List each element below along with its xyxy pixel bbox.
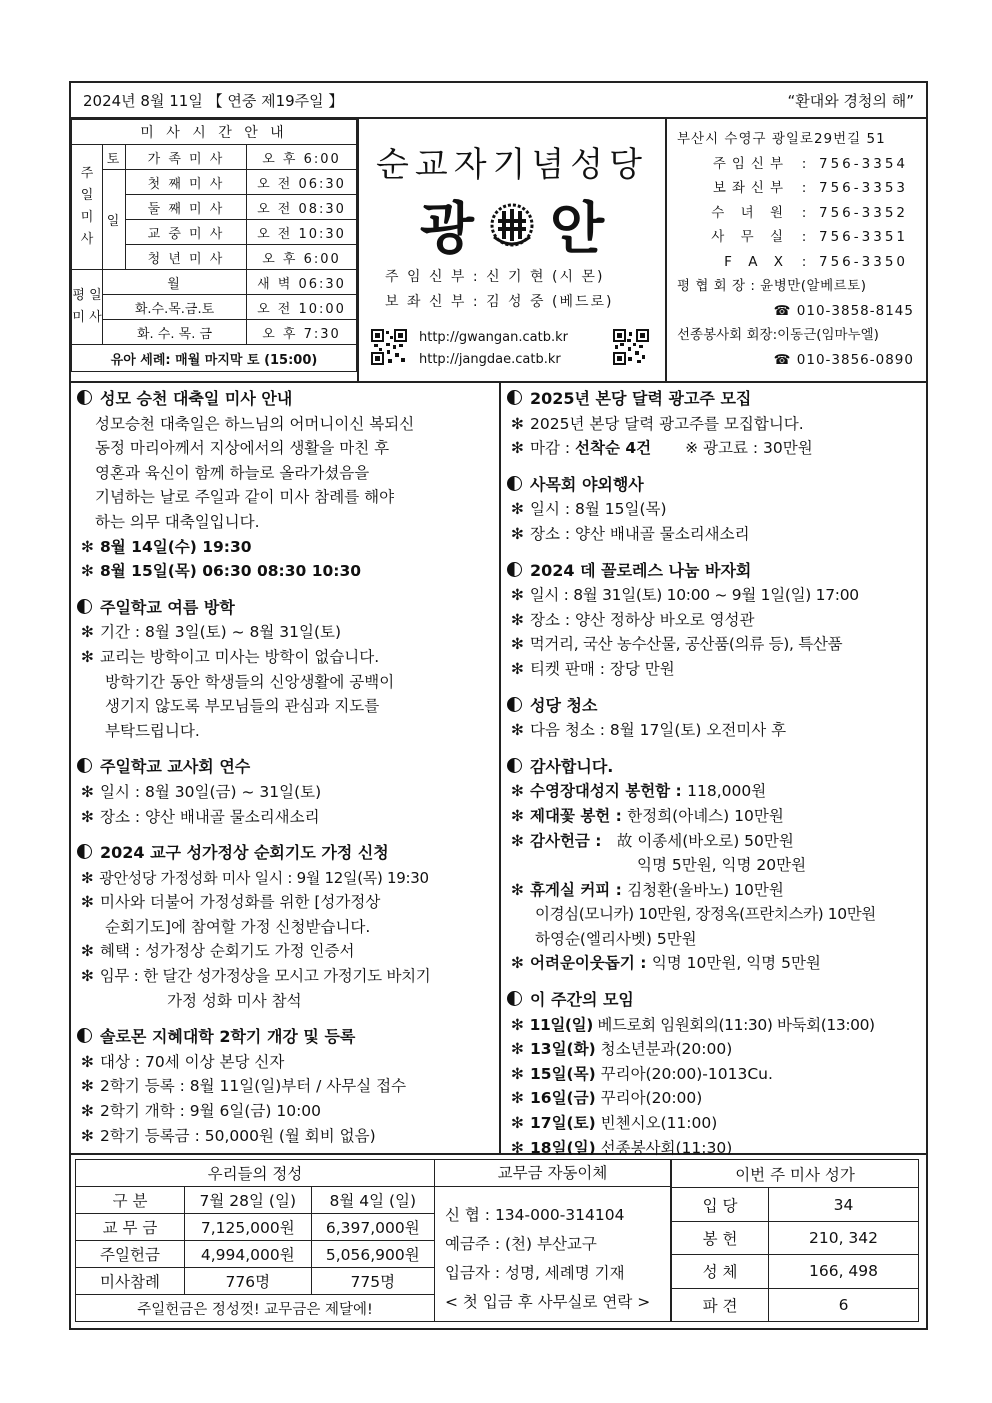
notice-summer-break bbox=[77, 596, 495, 744]
mass-time: 오 전 08:30 bbox=[247, 195, 357, 220]
songs-title: 이번 주 미사 성가 bbox=[672, 1160, 919, 1188]
bullet-icon bbox=[77, 599, 92, 614]
offering-title: 우리들의 정성 bbox=[76, 1160, 435, 1187]
notice-item: ✻ 장소 : 양산 배내골 물소리새소리 bbox=[81, 807, 320, 826]
mass-name: 화.수.목.금.토 bbox=[103, 295, 247, 320]
bulletin-frame bbox=[69, 81, 928, 1330]
notice-holy-family bbox=[77, 841, 495, 1013]
notice-text: 이경심(모니카) 10만원, 장정옥(프란치스카) 10만원 bbox=[535, 905, 876, 924]
notice-title: 이 주간의 모임 bbox=[530, 990, 634, 1010]
meeting-item: ✻ 18일(일) 선종봉사회(11:30) bbox=[511, 1138, 733, 1157]
notice-bazaar bbox=[507, 559, 922, 682]
weekday-mass-label: 평 일 미 사 bbox=[72, 270, 103, 345]
header bbox=[71, 119, 926, 383]
bullet-icon bbox=[77, 1028, 92, 1043]
mass-name: 둘 째 미 사 bbox=[126, 195, 247, 220]
song-label: 봉 헌 bbox=[672, 1221, 769, 1254]
notice-text: 하는 의무 대축일입니다. bbox=[95, 512, 260, 531]
notice-item: ✻ 수영장대성지 봉헌함 : 118,000원 bbox=[511, 782, 767, 801]
transfer-title: 교무금 자동이체 bbox=[435, 1160, 670, 1187]
parish-name-right: 안 bbox=[550, 196, 605, 262]
notice-text: 가정 성화 미사 참석 bbox=[167, 991, 302, 1010]
phone-row: 주임신부 : 756-3354 bbox=[712, 155, 908, 172]
bullet-icon bbox=[507, 562, 522, 577]
notice-text: 하영순(엘리사벳) 5만원 bbox=[535, 929, 697, 948]
mass-time: 오 후 6:00 bbox=[247, 145, 357, 170]
bullet-icon bbox=[77, 758, 92, 773]
notice-outdoor-event bbox=[507, 473, 922, 547]
song-value: 166, 498 bbox=[769, 1255, 919, 1288]
bullet-icon bbox=[507, 697, 522, 712]
transfer-holder: 예금주 : (천) 부산교구 bbox=[445, 1235, 597, 1253]
mass-songs-table bbox=[671, 1159, 919, 1322]
notice-item: ✻ 휴게실 커피 : 김청환(울바노) 10만원 bbox=[511, 880, 784, 899]
notice-title: 성당 청소 bbox=[530, 695, 598, 715]
notice-text: 부탁드립니다. bbox=[105, 721, 200, 740]
notice-calendar-ads bbox=[507, 387, 922, 461]
offering-value: 776명 bbox=[185, 1268, 312, 1295]
notice-item: ✻ 2학기 등록 : 8월 11일(일)부터 / 사무실 접수 bbox=[81, 1077, 407, 1096]
notice-assumption bbox=[77, 387, 495, 584]
offering-header: 구 분 bbox=[76, 1187, 185, 1214]
offering-label: 주일헌금 bbox=[76, 1241, 185, 1268]
council-phone: ☎ 010-3858-8145 bbox=[773, 302, 914, 319]
offering-value: 6,397,000원 bbox=[311, 1214, 434, 1241]
mass-schedule bbox=[71, 119, 359, 381]
transfer-account: 신 협 : 134-000-314104 bbox=[445, 1206, 625, 1224]
notice-column-right bbox=[501, 383, 926, 1157]
notice-title: 감사합니다. bbox=[530, 756, 614, 776]
notice-item: ✻ 임무 : 한 달간 성가정상을 모시고 가정기도 바치기 bbox=[81, 967, 431, 986]
notice-cleaning bbox=[507, 694, 922, 743]
meeting-item: ✻ 13일(화) 청소년분과(20:00) bbox=[511, 1040, 733, 1059]
notice-item: ✻ 2025년 본당 달력 광고주를 모집합니다. bbox=[511, 414, 804, 433]
mass-name: 교 중 미 사 bbox=[126, 220, 247, 245]
notice-title: 솔로몬 지혜대학 2학기 개강 및 등록 bbox=[100, 1027, 356, 1047]
meeting-item: ✻ 15일(목) 꾸리아(20:00)-1013Cu. bbox=[511, 1064, 773, 1083]
notice-item: ✻ 8월 14일(수) 19:30 bbox=[81, 537, 252, 556]
song-label: 입 당 bbox=[672, 1188, 769, 1221]
notice-item: ✻ 장소 : 양산 배내골 물소리새소리 bbox=[511, 524, 750, 543]
schedule-caption: 미 사 시 간 안 내 bbox=[72, 120, 357, 145]
transfer-contact: < 첫 입금 후 사무실로 연락 > bbox=[445, 1293, 651, 1311]
offering-value: 4,994,000원 bbox=[185, 1241, 312, 1268]
notice-thanks bbox=[507, 755, 922, 976]
offering-value: 5,056,900원 bbox=[311, 1241, 434, 1268]
notice-teachers-training bbox=[77, 755, 495, 829]
notices bbox=[71, 383, 926, 1155]
parish-emblem-icon bbox=[484, 197, 540, 253]
offering-header: 7월 28일 (일) bbox=[185, 1187, 312, 1214]
notice-column-left bbox=[71, 383, 501, 1153]
notice-text: 순회기도]에 참여할 가정 신청받습니다. bbox=[105, 917, 371, 936]
mass-time: 오 후 7:30 bbox=[247, 320, 357, 345]
notice-item: ✻ 어려운이웃돕기 : 익명 10만원, 익명 5만원 bbox=[511, 954, 821, 973]
notice-item: ✻ 일시 : 8월 30일(금) ~ 31일(토) bbox=[81, 782, 322, 801]
mass-name: 화. 수. 목. 금 bbox=[103, 320, 247, 345]
pastor: 주 임 신 부 : 신 기 현 (시 몬) bbox=[385, 269, 605, 285]
qr-code-icon bbox=[371, 329, 407, 365]
notice-item: ✻ 마감 : 선착순 4건 ※ 광고료 : 30만원 bbox=[511, 439, 813, 458]
notice-item: ✻ 제대꽃 봉헌 : 한정희(아녜스) 10만원 bbox=[511, 806, 784, 825]
song-value: 34 bbox=[769, 1188, 919, 1221]
notice-solomon-college bbox=[77, 1025, 495, 1148]
url-list bbox=[419, 327, 568, 371]
notice-title: 사목회 야외행사 bbox=[530, 474, 644, 494]
bullet-icon bbox=[507, 991, 522, 1006]
song-label: 파 견 bbox=[672, 1288, 769, 1321]
notice-item: ✻ 대상 : 70세 이상 본당 신자 bbox=[81, 1052, 285, 1071]
phone-row: 사 무 실 : 756-3351 bbox=[711, 229, 908, 245]
url-jangdae[interactable]: http://jangdae.catb.kr bbox=[419, 352, 561, 367]
notice-item: ✻ 교리는 방학이고 미사는 방학이 없습니다. bbox=[81, 647, 380, 666]
notice-item: ✻ 기간 : 8월 3일(토) ~ 8월 31일(토) bbox=[81, 623, 342, 642]
url-gwangan[interactable]: http://gwangan.catb.kr bbox=[419, 330, 568, 345]
offering-value: 7,125,000원 bbox=[185, 1214, 312, 1241]
phone-row: 보좌신부 : 756-3353 bbox=[712, 180, 908, 196]
offering-table bbox=[75, 1159, 435, 1322]
notice-item: ✻ 2학기 개학 : 9월 6일(금) 10:00 bbox=[81, 1102, 322, 1121]
offering-value: 775명 bbox=[311, 1268, 434, 1295]
issue-date: 2024년 8월 11일 【 연중 제19주일 】 bbox=[83, 91, 344, 110]
notice-item: ✻ 혜택 : 성가정상 순회기도 가정 인증서 bbox=[81, 942, 355, 961]
offering-label: 미사참례 bbox=[76, 1268, 185, 1295]
sunday-label: 일 bbox=[103, 170, 126, 270]
mass-time: 오 전 10:30 bbox=[247, 220, 357, 245]
notice-item: ✻ 먹거리, 국산 농수산물, 공산품(의류 등), 특산품 bbox=[511, 635, 843, 654]
qr-code-icon bbox=[613, 329, 649, 365]
notice-item: ✻ 다음 청소 : 8월 17일(토) 오전미사 후 bbox=[511, 721, 787, 740]
bullet-icon bbox=[77, 844, 92, 859]
offering-note: 주일헌금은 정성껏! 교무금은 제달에! bbox=[76, 1295, 435, 1322]
mission-president: 선종봉사회 회장:이동근(임마누엘) bbox=[677, 327, 879, 343]
notice-item: ✻ 2학기 등록금 : 50,000원 (월 회비 없음) bbox=[81, 1126, 376, 1145]
church-title bbox=[359, 119, 667, 381]
mass-time: 새 벽 06:30 bbox=[247, 270, 357, 295]
notice-item: ✻ 감사헌금 : 故 이종세(바오로) 50만원 bbox=[511, 831, 794, 850]
bullet-icon bbox=[77, 390, 92, 405]
notice-title: 성모 승천 대축일 미사 안내 bbox=[100, 389, 293, 408]
saturday-label: 토 bbox=[103, 145, 126, 170]
bottom-panel bbox=[71, 1155, 926, 1328]
infant-baptism: 유아 세례: 매월 마지막 토 (15:00) bbox=[72, 345, 357, 372]
meeting-item: ✻ 17일(토) 빈첸시오(11:00) bbox=[511, 1114, 718, 1133]
notice-title: 주일학교 교사회 연수 bbox=[100, 757, 251, 777]
phone-row: 수 녀 원 : 756-3352 bbox=[711, 204, 908, 221]
notice-title: 2024 교구 성가정상 순회기도 가정 신청 bbox=[100, 843, 389, 863]
mass-name: 청 년 미 사 bbox=[126, 245, 247, 270]
parish-name-left: 광 bbox=[419, 196, 474, 262]
notice-item: ✻ 일시 : 8월 31일(토) 10:00 ~ 9월 1일(일) 17:00 bbox=[511, 586, 859, 605]
notice-title: 2025년 본당 달력 광고주 모집 bbox=[530, 389, 752, 408]
offering-header: 8월 4일 (일) bbox=[311, 1187, 434, 1214]
parish-name bbox=[359, 185, 665, 265]
notice-item: ✻ 미사와 더불어 가정성화를 위한 [성가정상 bbox=[81, 893, 381, 912]
notice-item: ✻ 티켓 판매 : 장당 만원 bbox=[511, 659, 675, 678]
notice-text: 기념하는 날로 주일과 같이 미사 참례를 해야 bbox=[95, 488, 395, 507]
offering-label: 교 무 금 bbox=[76, 1214, 185, 1241]
notice-text: 생기지 않도록 부모님들의 관심과 지도를 bbox=[105, 697, 380, 716]
notice-text: 동정 마리아께서 지상에서의 생활을 마친 후 bbox=[95, 439, 390, 458]
mass-time: 오 후 6:00 bbox=[247, 245, 357, 270]
mass-name: 월 bbox=[103, 270, 247, 295]
top-bar bbox=[71, 83, 926, 119]
assistant-pastor: 보 좌 신 부 : 김 성 중 (베드로) bbox=[385, 294, 614, 310]
notice-item: ✻ 일시 : 8월 15일(목) bbox=[511, 500, 667, 519]
notice-text: 영혼과 육신이 함께 하늘로 올라가셨음을 bbox=[95, 463, 370, 482]
song-value: 6 bbox=[769, 1288, 919, 1321]
bullet-icon bbox=[507, 390, 522, 405]
notice-text: 방학기간 동안 학생들의 신앙생활에 공백이 bbox=[105, 672, 395, 691]
notice-title: 주일학교 여름 방학 bbox=[100, 597, 235, 617]
address: 부산시 수영구 광일로29번길 51 bbox=[677, 131, 886, 147]
bullet-icon bbox=[507, 758, 522, 773]
council-president: 평 협 회 장 : 윤병만(알베르토) bbox=[677, 278, 867, 294]
notice-item: ✻ 광안성당 가정성화 미사 일시 : 9월 12일(목) 19:30 bbox=[81, 868, 429, 887]
notice-item: ✻ 8월 15일(목) 06:30 08:30 10:30 bbox=[81, 562, 362, 581]
contact-info bbox=[667, 119, 926, 381]
meeting-item: ✻ 16일(금) 꾸리아(20:00) bbox=[511, 1089, 703, 1108]
transfer-depositor: 입금자 : 성명, 세례명 기재 bbox=[445, 1264, 625, 1282]
bullet-icon bbox=[507, 476, 522, 491]
notice-title: 2024 데 꼴로레스 나눔 바자회 bbox=[530, 560, 752, 580]
phone-row: F A X : 756-3350 bbox=[724, 253, 908, 270]
notice-weekly-meetings bbox=[507, 988, 922, 1160]
mass-name: 가 족 미 사 bbox=[126, 145, 247, 170]
song-value: 210, 342 bbox=[769, 1221, 919, 1254]
year-motto: “환대와 경청의 해” bbox=[787, 91, 914, 110]
church-name: 순교자기념성당 bbox=[376, 145, 648, 185]
mass-time: 오 전 06:30 bbox=[247, 170, 357, 195]
notice-text: 익명 5만원, 익명 20만원 bbox=[637, 856, 807, 875]
notice-item: ✻ 장소 : 양산 정하상 바오로 영성관 bbox=[511, 610, 755, 629]
auto-transfer bbox=[435, 1159, 671, 1322]
meeting-item: ✻ 11일(일) 베드로회 임원회의(11:30) 바둑회(13:00) bbox=[511, 1015, 875, 1034]
notice-text: 성모승천 대축일은 하느님의 어머니이신 복되신 bbox=[95, 414, 415, 433]
mass-name: 첫 째 미 사 bbox=[126, 170, 247, 195]
mission-phone: ☎ 010-3856-0890 bbox=[773, 351, 914, 368]
priests bbox=[385, 265, 613, 315]
sunday-mass-label: 주 일 미 사 bbox=[72, 145, 103, 270]
song-label: 성 체 bbox=[672, 1255, 769, 1288]
mass-time: 오 전 10:00 bbox=[247, 295, 357, 320]
